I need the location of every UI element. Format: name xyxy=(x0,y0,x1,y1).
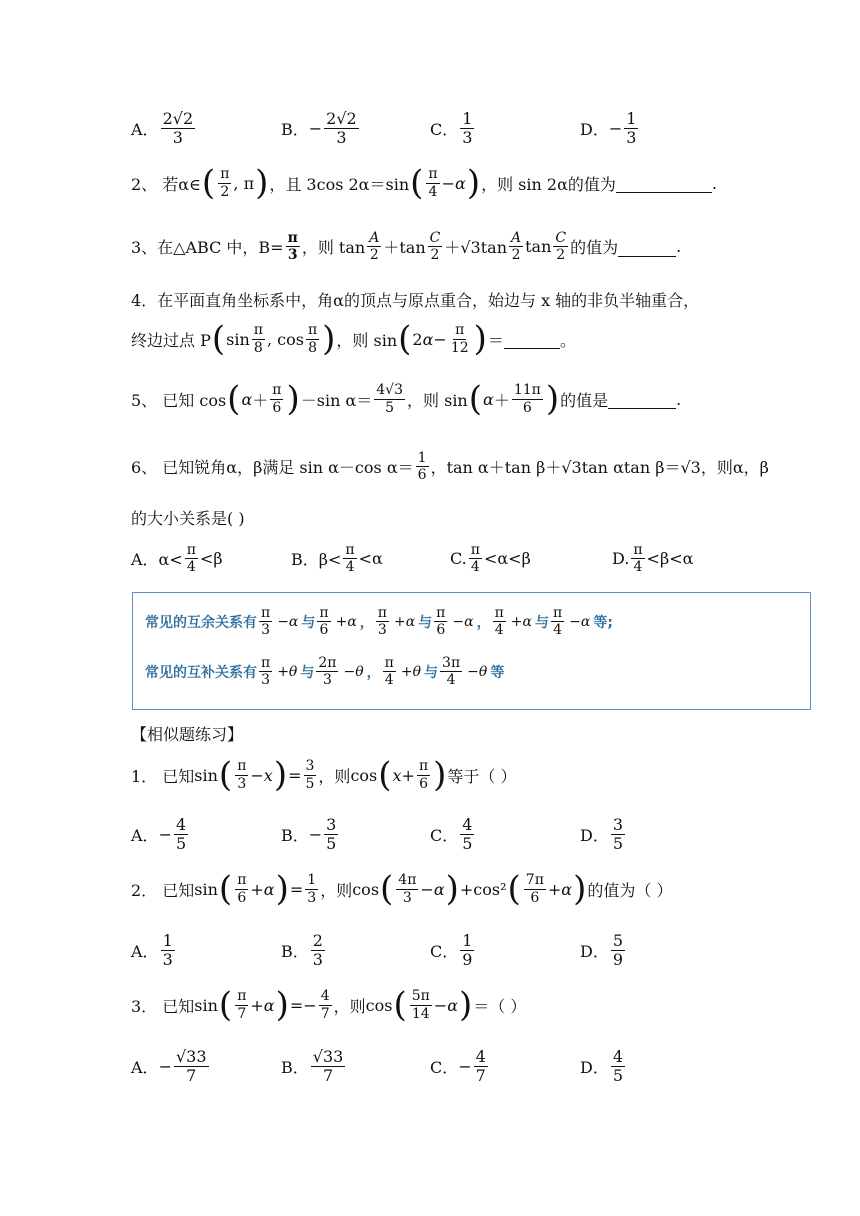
tip-text: 与 xyxy=(424,664,439,681)
frac-den: 9 xyxy=(612,950,624,970)
q1-option-c xyxy=(430,110,476,148)
frac-den: 5 xyxy=(612,1066,624,1086)
question-4-line2: 终边过点 P ( sin $\frac{\pi}{8}$ , cos $\frac{\pi}{8}$ ) ，则 sin ( 2 α − $\frac{\pi}{12}$ ) ＝ 。 xyxy=(131,319,576,359)
question-6-line2 xyxy=(131,506,245,529)
frac-den: 5 xyxy=(326,834,337,854)
frac-num: 2√2 xyxy=(326,109,357,128)
q2-text: 2、 若α∈ xyxy=(131,174,201,194)
question-4-line1 xyxy=(131,288,699,311)
frac-num: √33 xyxy=(175,1047,207,1066)
option-label: C． xyxy=(430,826,459,846)
frac-den: 5 xyxy=(612,834,624,854)
section-heading: 【相似题练习】 xyxy=(131,725,244,744)
frac-num: 3 xyxy=(326,815,337,834)
practice-1: 1． 已知 sin ( $\frac{\pi}{3}$ − x ) = $\frac{3}{5}$ ，则 cos ( x + $\frac{\pi}{6}$ ) 等于（ ） xyxy=(131,755,517,795)
frac-num: 2 xyxy=(312,931,323,950)
p1-option-a xyxy=(131,816,190,854)
option-text: <α<β xyxy=(483,549,531,569)
option-label: D． xyxy=(580,942,609,962)
frac-num: 5 xyxy=(612,931,624,950)
frac-num: 4 xyxy=(462,815,473,834)
frac-num: 4 xyxy=(175,815,187,834)
frac-den: 3 xyxy=(462,128,473,148)
tip-text: ， xyxy=(366,664,381,681)
option-label: B． xyxy=(281,942,309,962)
tip-text: 与 xyxy=(301,614,316,631)
tip-text: 等 xyxy=(490,664,505,681)
p3-text: ＝（ ） xyxy=(473,996,527,1016)
q6-text: 的大小关系是( ) xyxy=(131,509,245,528)
answer-blank xyxy=(608,389,676,409)
frac-num: √33 xyxy=(312,1047,344,1066)
option-text: <α xyxy=(358,549,383,569)
option-text: <β<α xyxy=(646,549,694,569)
q6-option-b: B．β< $\frac{\pi}{4}$ <α xyxy=(291,542,383,576)
p1-option-b xyxy=(281,816,340,854)
p1-text: ，则 xyxy=(318,766,351,786)
q6-option-d: D. $\frac{\pi}{4}$ <β<α xyxy=(612,542,694,576)
period: . xyxy=(711,173,717,193)
frac-num: 2√2 xyxy=(162,109,194,128)
question-6-line1: 6、 已知锐角α，β满足 sin α－cos α＝ $\frac{1}{6}$ ，tan α＋tan β＋√3tan αtan β＝√3，则α，β xyxy=(131,450,769,484)
tip-box xyxy=(132,592,811,710)
answer-blank xyxy=(616,173,712,193)
sign: − xyxy=(608,119,623,139)
tip-label: 常见的互补关系有 xyxy=(145,664,257,681)
sign: − xyxy=(158,825,172,845)
q5-text: 的值是 xyxy=(560,390,609,410)
tip-text: ， xyxy=(476,614,491,631)
p2-text: 2． 已知 xyxy=(131,880,195,900)
q6-option-c: C. $\frac{\pi}{4}$ <α<β xyxy=(450,542,531,576)
option-label: C． xyxy=(430,942,459,962)
q4-text: 终边过点 P xyxy=(131,330,211,350)
q5-text: －sin α＝ xyxy=(300,390,373,410)
frac-den: 7 xyxy=(186,1066,197,1086)
q2-text: ，则 sin 2α的值为 xyxy=(481,174,616,194)
frac-num: 1 xyxy=(626,109,637,128)
p3-option-d xyxy=(580,1048,627,1086)
p1-option-c xyxy=(430,816,476,854)
option-label: A． xyxy=(131,826,159,846)
option-label: B． xyxy=(281,1058,309,1078)
p3-text: 3． 已知 xyxy=(131,996,195,1016)
frac-den: 5 xyxy=(175,834,187,854)
frac-den: 5 xyxy=(462,834,473,854)
p1-option-d xyxy=(580,816,627,854)
frac-den: 3 xyxy=(172,128,183,148)
tip-text: 等; xyxy=(593,614,613,631)
frac-den: 7 xyxy=(322,1066,334,1086)
frac-num: 4 xyxy=(475,1047,486,1066)
frac-den: 9 xyxy=(462,950,473,970)
q1-option-d xyxy=(580,110,640,148)
q1-option-b xyxy=(281,110,361,148)
tip-text: ， xyxy=(359,614,374,631)
practice-2: 2． 已知 sin ( $\frac{\pi}{6}$ + α ) = $\frac{1}{3}$ ，则 cos ( $\frac{4\pi}{3}$ − α ) +cos² ( $\frac{7\pi}{6}$ + α ) 的值为（ ） xyxy=(131,869,673,909)
p2-text: ，则 xyxy=(320,880,353,900)
tip-label: 常见的互余关系有 xyxy=(145,614,257,631)
p3-option-c xyxy=(430,1048,490,1086)
practice-3: 3． 已知 sin ( $\frac{\pi}{7}$ + α ) =− $\frac{4}{7}$ ，则 cos ( $\frac{5\pi}{14}$ − α ) ＝（ ） xyxy=(131,985,527,1025)
q3-text: ，则 tan xyxy=(301,238,366,258)
option-label: D． xyxy=(580,120,609,140)
question-5: 5、 已知 cos ( α ＋ $\frac{\pi}{6}$ ) －sin α＝ $\frac{4√3}{5}$ ，则 sin ( α ＋ $\frac{11\pi}{6}$ ) 的值是 . xyxy=(131,379,682,419)
option-label: A． xyxy=(131,120,159,140)
q5-text: ，则 sin xyxy=(407,390,468,410)
q6-option-a: A．α< $\frac{\pi}{4}$ <β xyxy=(131,542,223,576)
tip-text: 与 xyxy=(534,614,549,631)
p2-text: 的值为（ ） xyxy=(587,880,673,900)
answer-blank xyxy=(504,329,560,349)
option-label: D． xyxy=(580,1058,609,1078)
frac-den: 7 xyxy=(475,1066,486,1086)
frac-den: 3 xyxy=(162,950,173,970)
p1-text: 1． 已知 xyxy=(131,766,195,786)
q3-text: tan xyxy=(525,237,552,257)
p2-option-a xyxy=(131,932,177,970)
p3-option-a xyxy=(131,1048,211,1086)
period: 。 xyxy=(559,330,576,350)
sign: − xyxy=(308,825,323,845)
sign: − xyxy=(458,1057,472,1077)
option-label: C． xyxy=(430,120,459,140)
q5-text: 5、 已知 cos xyxy=(131,390,227,410)
q3-text: ＋tan xyxy=(383,238,426,258)
option-text: C. xyxy=(450,549,467,569)
tip-row-supplementary: 常见的互补关系有 $\frac{\pi}{3}$ +θ 与 $\frac{2\pi}{3}$ −θ ， $\frac{\pi}{4}$ +θ 与 $\frac{3\pi}{4}$ −θ 等 xyxy=(145,655,505,689)
p2-option-c xyxy=(430,932,476,970)
q4-text: ＝ xyxy=(487,330,504,350)
q4-text: ，则 sin xyxy=(336,330,398,350)
tip-row-complementary: 常见的互余关系有 $\frac{\pi}{3}$ −α 与 $\frac{\pi}{6}$ +α ， $\frac{\pi}{3}$ +α 与 $\frac{\pi}{6}$ −α ， $\frac{\pi}{4}$ +α 与 $\frac{\pi}{4}$ −α 等; xyxy=(145,605,613,639)
q3-text: 的值为 xyxy=(570,238,619,258)
frac-num: 1 xyxy=(462,109,473,128)
question-3: 3、在△ABC 中，B= $\frac{\pi}{3}$ ，则 tan $\frac{A}{2}$ ＋tan $\frac{C}{2}$ ＋√3tan $\frac{A}{2}$ tan $\frac{C}{2}$ 的值为 . xyxy=(131,230,682,264)
option-text: A．α< xyxy=(131,550,183,570)
frac-num: 1 xyxy=(162,931,173,950)
answer-blank xyxy=(618,237,676,257)
q1-option-a xyxy=(131,110,197,148)
p3-option-b xyxy=(281,1048,347,1086)
frac-num: 1 xyxy=(462,931,473,950)
p2-option-b xyxy=(281,932,327,970)
tip-text: 与 xyxy=(300,664,315,681)
option-label: C． xyxy=(430,1058,459,1078)
question-2: 2、 若α∈ ( $\frac{\pi}{2}$ , π ) ，且 3cos 2α＝sin ( $\frac{\pi}{4}$ − α ) ，则 sin 2α的值为 . xyxy=(131,163,717,203)
frac-num: 4 xyxy=(612,1047,624,1066)
p2-option-d xyxy=(580,932,627,970)
frac-num: 3 xyxy=(612,815,624,834)
p1-text: 等于（ ） xyxy=(447,766,517,786)
q6-text: 6、 已知锐角α，β满足 sin α－cos α＝ xyxy=(131,458,414,478)
p3-text: ，则 xyxy=(333,996,366,1016)
q6-text: ，tan α＋tan β＋√3tan αtan β＝√3，则α，β xyxy=(430,458,769,478)
option-text: B．β< xyxy=(291,550,342,570)
tip-text: 与 xyxy=(418,614,433,631)
frac-den: 3 xyxy=(626,128,637,148)
option-label: A． xyxy=(131,1058,159,1078)
period: . xyxy=(676,237,682,257)
sign: − xyxy=(158,1057,172,1077)
option-label: A． xyxy=(131,942,159,962)
q2-text: ，且 3cos 2α＝sin xyxy=(269,174,410,194)
q4-text: 4．在平面直角坐标系中，角α的顶点与原点重合，始边与 x 轴的非负半轴重合， xyxy=(131,291,700,310)
sign: − xyxy=(308,119,323,139)
option-text: D. xyxy=(612,549,630,569)
option-label: D． xyxy=(580,826,609,846)
q3-text: 3、在△ABC 中，B= xyxy=(131,238,284,258)
frac-den: 3 xyxy=(336,128,347,148)
option-label: B． xyxy=(281,120,309,140)
option-text: <β xyxy=(199,549,223,569)
q3-text: ＋√3tan xyxy=(444,238,507,258)
option-label: B． xyxy=(281,826,309,846)
frac-den: 3 xyxy=(312,950,323,970)
period: . xyxy=(676,389,682,409)
